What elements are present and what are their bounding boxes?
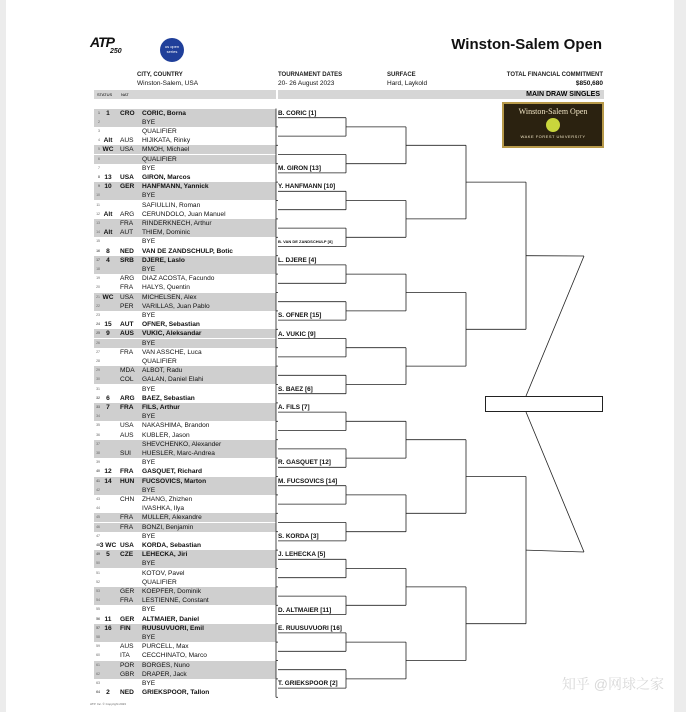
draw-position: 55 [96, 607, 100, 612]
draw-position: 22 [96, 303, 100, 308]
player-name: OFNER, Sebastian [142, 321, 200, 329]
draw-sheet [6, 0, 674, 712]
player-name: BAEZ, Sebastian [142, 394, 195, 402]
second-round-player: D. ALTMAIER [11] [278, 606, 332, 614]
draw-position: 13 [96, 220, 100, 225]
draw-position: 9 [98, 184, 100, 189]
draw-position: 6 [98, 156, 100, 161]
second-round-player: A. FILS [7] [278, 404, 310, 412]
main-draw-label: MAIN DRAW SINGLES [278, 90, 604, 99]
draw-position: 12 [96, 211, 100, 216]
player-name: GALAN, Daniel Elahi [142, 376, 204, 384]
player-name: GIRON, Marcos [142, 173, 191, 181]
nationality: ITA [120, 652, 130, 660]
draw-position: 60 [96, 653, 100, 658]
draw-position: 15 [96, 239, 100, 244]
player-name: HUESLER, Marc-Andrea [142, 449, 215, 457]
draw-position: 56 [96, 616, 100, 621]
nationality: FRA [120, 403, 134, 411]
player-name: BYE [142, 486, 156, 494]
surface-value: Hard, Laykold [387, 80, 428, 87]
draw-position: 20 [96, 285, 100, 290]
nationality: MDA [120, 367, 135, 375]
second-round-player: M. FUCSOVICS [14] [278, 477, 338, 485]
draw-position: 46 [96, 524, 100, 529]
second-round-player: S. KORDA [3] [278, 532, 319, 540]
nationality: AUS [120, 137, 134, 145]
footer-copyright: ATP. Inc. © Copyright 2023 [90, 702, 126, 706]
nationality: HUN [120, 477, 135, 485]
player-name: CORIC, Borna [142, 109, 186, 117]
seed-status: 1 [106, 109, 110, 117]
nationality: FRA [120, 468, 134, 476]
second-round-player: E. RUUSUVUORI [16] [278, 624, 342, 632]
nationality: AUS [120, 330, 134, 338]
nationality: AUS [120, 643, 134, 651]
draw-position: 36 [96, 432, 100, 437]
draw-position: 57 [96, 625, 100, 630]
player-name: MMOH, Michael [142, 146, 190, 154]
draw-position: 63 [96, 680, 100, 685]
player-name: LESTIENNE, Constant [142, 597, 209, 605]
seed-status: 4 [106, 256, 110, 264]
draw-position: 18 [96, 266, 100, 271]
draw-position: 11 [96, 202, 100, 207]
seed-status: Alt [103, 229, 113, 237]
player-name: QUALIFIER [142, 578, 177, 586]
nationality: AUT [120, 321, 134, 329]
seed-status: 10 [104, 183, 112, 191]
player-name: HALYS, Quentin [142, 284, 190, 292]
watermark: 知乎 @网球之家 [561, 676, 664, 692]
player-name: VARILLAS, Juan Pablo [142, 302, 210, 310]
nationality: ARG [120, 275, 135, 283]
draw-position: 29 [96, 368, 100, 373]
nationality: FRA [120, 284, 134, 292]
draw-position: 4 [98, 138, 100, 143]
logo-subtitle: WAKE FOREST UNIVERSITY [520, 134, 586, 139]
nationality: CRO [120, 109, 135, 117]
draw-position: 59 [96, 644, 100, 649]
nationality: GER [120, 615, 135, 623]
nationality: GER [120, 587, 135, 595]
player-name: BYE [142, 339, 156, 347]
nat-column-label: NAT [121, 92, 129, 97]
player-name: VAN DE ZANDSCHULP, Botic [142, 247, 233, 255]
player-name: KOEPFER, Dominik [142, 587, 201, 595]
nationality: POR [120, 661, 135, 669]
seed-status: WC [102, 146, 114, 154]
tournament-title: Winston-Salem Open [451, 36, 602, 53]
seed-status: WC [102, 293, 114, 301]
second-round-player: Y. HANFMANN [10] [278, 183, 336, 191]
nationality: GBR [120, 670, 135, 678]
draw-position: 43 [96, 496, 100, 501]
draw-position: 41 [96, 478, 100, 483]
nationality: CHN [120, 495, 135, 503]
draw-position: 47 [96, 533, 100, 538]
draw-position: 1 [98, 110, 100, 115]
draw-position: 33 [96, 404, 100, 409]
draw-position: 3 [98, 128, 100, 133]
player-name: CERUNDOLO, Juan Manuel [142, 210, 226, 218]
draw-position: 37 [96, 441, 100, 446]
second-round-player: J. LEHECKA [5] [278, 551, 326, 559]
nationality: FRA [120, 348, 134, 356]
seed-status: 6 [106, 394, 110, 402]
draw-position: 54 [96, 598, 100, 603]
draw-position: 49 [96, 552, 100, 557]
seed-status: 9 [106, 330, 110, 338]
player-name: MICHELSEN, Alex [142, 293, 197, 301]
seed-status: 14 [104, 477, 112, 485]
nationality: ARG [120, 210, 135, 218]
dates-label: TOURNAMENT DATES [278, 72, 343, 78]
player-name: ALTMAIER, Daniel [142, 615, 200, 623]
player-name: QUALIFIER [142, 155, 177, 163]
draw-position: 21 [96, 294, 100, 299]
nationality: FIN [120, 624, 131, 632]
nationality: USA [120, 293, 134, 301]
us-open-series-logo: us open series [160, 38, 184, 62]
nationality: FRA [120, 219, 134, 227]
draw-position: 40 [96, 469, 100, 474]
player-name: KUBLER, Jason [142, 431, 190, 439]
nationality: USA [120, 422, 134, 430]
nationality: FRA [120, 597, 134, 605]
player-name: BYE [142, 311, 156, 319]
seed-status: 12 [104, 468, 112, 476]
status-column-label: STATUS [97, 92, 113, 97]
player-name: NAKASHIMA, Brandon [142, 422, 210, 430]
nationality: COL [120, 376, 134, 384]
commitment-label: TOTAL FINANCIAL COMMITMENT [506, 72, 603, 78]
draw-position: 31 [96, 386, 100, 391]
player-name: BYE [142, 413, 156, 421]
player-name: BYE [142, 164, 156, 172]
draw-position: 14 [96, 230, 100, 235]
draw-position: 42 [96, 487, 100, 492]
player-name: BYE [142, 633, 156, 641]
draw-position: 61 [96, 662, 100, 667]
city-label: CITY, COUNTRY [137, 72, 183, 78]
second-round-player: S. BAEZ [6] [278, 385, 313, 393]
dates-value: 20- 26 August 2023 [278, 80, 335, 87]
second-round-player: A. VUKIC [9] [278, 330, 316, 338]
nationality: USA [120, 173, 134, 181]
player-name: DJERE, Laslo [142, 256, 185, 264]
draw-position: 28 [96, 358, 100, 363]
player-name: VAN ASSCHE, Luca [142, 348, 202, 356]
player-name: BYE [142, 679, 156, 687]
player-name: BYE [142, 192, 156, 200]
player-name: LEHECKA, Jiri [142, 551, 188, 559]
player-name: BYE [142, 265, 156, 273]
bracket-line [526, 550, 584, 552]
draw-position: 25 [96, 331, 100, 336]
player-name: BYE [142, 560, 156, 568]
draw-position: 32 [96, 395, 100, 400]
draw-position: 30 [96, 377, 100, 382]
logo-title: Winston-Salem Open [518, 107, 588, 116]
player-name: RINDERKNECH, Arthur [142, 219, 212, 227]
seed-status: 3 WC [99, 541, 117, 549]
seed-status: 16 [104, 624, 112, 632]
nationality: AUT [120, 229, 134, 237]
draw-position: 8 [98, 174, 100, 179]
draw-position: 45 [96, 515, 100, 520]
player-name: BORGES, Nuno [142, 661, 190, 669]
seed-status: Alt [103, 137, 113, 145]
player-name: QUALIFIER [142, 357, 177, 365]
player-name: QUALIFIER [142, 127, 177, 135]
seed-status: 13 [104, 173, 112, 181]
player-name: ZHANG, Zhizhen [142, 495, 193, 503]
draw-position: 50 [96, 561, 100, 566]
draw-position: 23 [96, 312, 100, 317]
atp-logo: ATP 250 [90, 34, 122, 55]
player-name: BONZI, Benjamin [142, 523, 194, 531]
player-name: FUCSOVICS, Marton [142, 477, 207, 485]
second-round-player: B. VAN DE ZANDSCHULP [8] [278, 238, 333, 244]
second-round-player: B. CORIC [1] [278, 109, 317, 117]
draw-position: 26 [96, 340, 100, 345]
player-name: VUKIC, Aleksandar [142, 330, 202, 338]
player-name: CECCHINATO, Marco [142, 652, 207, 660]
draw-position: 53 [96, 588, 100, 593]
draw-position: 48 [96, 542, 100, 547]
second-round-player: S. OFNER [15] [278, 312, 322, 320]
draw-position: 62 [96, 671, 100, 676]
player-name: RUUSUVUORI, Emil [142, 624, 204, 632]
nationality: NED [120, 247, 134, 255]
draw-position: 5 [98, 147, 100, 152]
draw-position: 44 [96, 506, 100, 511]
player-name: SHEVCHENKO, Alexander [142, 440, 222, 448]
player-name: BYE [142, 532, 156, 540]
seed-status: 15 [104, 321, 112, 329]
nationality: USA [120, 146, 134, 154]
player-name: BYE [142, 606, 156, 614]
commitment-value: $850,680 [575, 80, 603, 87]
draw-position: 64 [96, 690, 100, 695]
player-name: ALBOT, Radu [142, 367, 183, 375]
seed-status: 5 [106, 551, 110, 559]
nationality: AUS [120, 431, 134, 439]
draw-position: 7 [98, 165, 100, 170]
player-name: PURCELL, Max [142, 643, 189, 651]
draw-position: 51 [96, 570, 100, 575]
surface-label: SURFACE [387, 72, 416, 78]
draw-position: 35 [96, 423, 100, 428]
player-name: MULLER, Alexandre [142, 514, 202, 522]
draw-position: 2 [98, 119, 100, 124]
player-name: BYE [142, 118, 156, 126]
champion-box [485, 396, 603, 412]
player-name: DIAZ ACOSTA, Facundo [142, 275, 215, 283]
player-name: THIEM, Dominic [142, 229, 190, 237]
player-name: HIJIKATA, Rinky [142, 137, 191, 145]
draw-position: 27 [96, 349, 100, 354]
player-name: KORDA, Sebastian [142, 541, 201, 549]
second-round-player: R. GASQUET [12] [278, 459, 331, 467]
seed-status: 2 [106, 689, 110, 697]
player-name: DRAPER, Jack [142, 670, 187, 678]
seed-status: Alt [103, 210, 113, 218]
draw-position: 58 [96, 634, 100, 639]
player-name: GASQUET, Richard [142, 468, 203, 476]
seed-status: 7 [106, 403, 110, 411]
nationality: PER [120, 302, 134, 310]
draw-position: 34 [96, 414, 100, 419]
draw-position: 38 [96, 450, 100, 455]
second-round-player: L. DJERE [4] [278, 256, 317, 264]
nationality: SRB [120, 256, 134, 264]
player-name: HANFMANN, Yannick [142, 183, 209, 191]
draw-position: 19 [96, 276, 100, 281]
seed-status: 8 [106, 247, 110, 255]
nationality: FRA [120, 514, 134, 522]
draw-position: 10 [96, 193, 100, 198]
seed-status: 11 [104, 615, 112, 623]
player-name: BYE [142, 459, 156, 467]
player-name: IVASHKA, Ilya [142, 505, 185, 513]
nationality: USA [120, 541, 134, 549]
nationality: GER [120, 183, 135, 191]
draw-position: 52 [96, 579, 100, 584]
player-name: FILS, Arthur [142, 403, 180, 411]
nationality: CZE [120, 551, 134, 559]
player-name: BYE [142, 385, 156, 393]
draw-position: 16 [96, 248, 100, 253]
nationality: SUI [120, 449, 131, 457]
nationality: NED [120, 689, 134, 697]
city-value: Winston-Salem, USA [137, 80, 199, 87]
draw-position: 17 [96, 257, 100, 262]
player-name: SAFIULLIN, Roman [142, 201, 201, 209]
nationality: FRA [120, 523, 134, 531]
bracket-lines [6, 0, 674, 712]
player-name: BYE [142, 238, 156, 246]
bracket-line [526, 256, 584, 396]
bracket-line [526, 412, 584, 552]
draw-position: 39 [96, 460, 100, 465]
player-name: GRIEKSPOOR, Tallon [142, 689, 210, 697]
second-round-player: T. GRIEKSPOOR [2] [278, 680, 338, 688]
player-name: KOTOV, Pavel [142, 569, 185, 577]
draw-position: 24 [96, 322, 100, 327]
nationality: ARG [120, 394, 135, 402]
second-round-player: M. GIRON [13] [278, 164, 321, 172]
